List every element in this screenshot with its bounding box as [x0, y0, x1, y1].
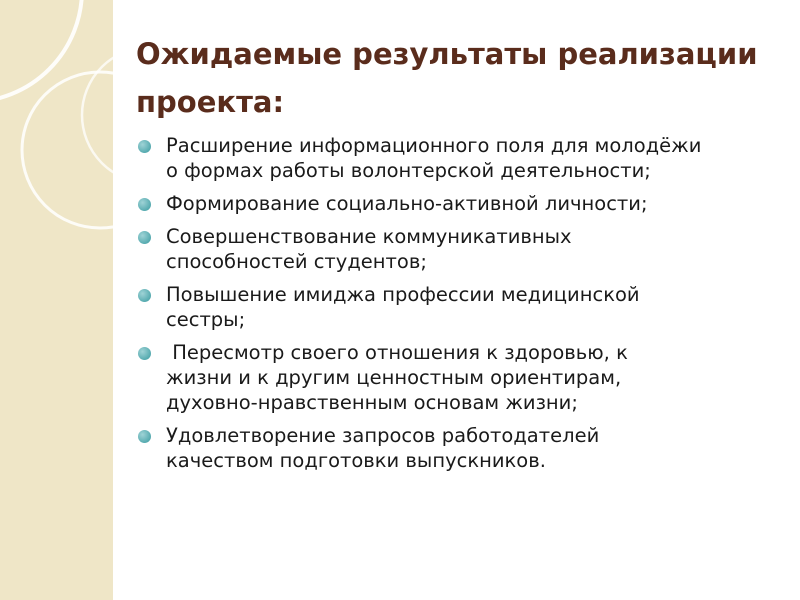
decorative-ring-middle — [22, 72, 113, 228]
list-item-text: Удовлетворение запросов работодателей качеством подготовки выпускников. — [166, 424, 600, 472]
bullet-icon — [138, 198, 151, 211]
bullet-icon — [138, 347, 151, 360]
bullet-icon — [138, 231, 151, 244]
list-item — [136, 224, 786, 274]
list-item — [136, 340, 786, 415]
list-item — [136, 191, 786, 216]
list-item — [136, 133, 786, 183]
bullet-icon — [138, 430, 151, 443]
bullet-icon — [138, 140, 151, 153]
decorative-rings — [0, 0, 113, 600]
list-item-text: Пересмотр своего отношения к здоровью, к жизни и к другим ценностным ориентирам, духовно-нравственным основам жизни; — [166, 341, 628, 414]
decorative-side-panel — [0, 0, 113, 600]
slide-title-line-1: Ожидаемые результаты реализации — [136, 37, 758, 71]
slide-title — [136, 30, 786, 126]
decorative-ring-small — [82, 47, 113, 183]
decorative-ring-top — [0, 0, 82, 102]
list-item — [136, 423, 786, 473]
slide-title-line-2: проекта: — [136, 85, 285, 119]
list-item-text: Расширение информационного поля для молодёжи о формах работы волонтерской деятельности; — [166, 134, 702, 182]
results-list — [136, 133, 786, 481]
bullet-icon — [138, 289, 151, 302]
list-item-text: Совершенствование коммуникативных способностей студентов; — [166, 225, 572, 273]
list-item-text: Формирование социально-активной личности; — [166, 192, 648, 215]
list-item-text: Повышение имиджа профессии медицинской сестры; — [166, 283, 640, 331]
list-item — [136, 282, 786, 332]
